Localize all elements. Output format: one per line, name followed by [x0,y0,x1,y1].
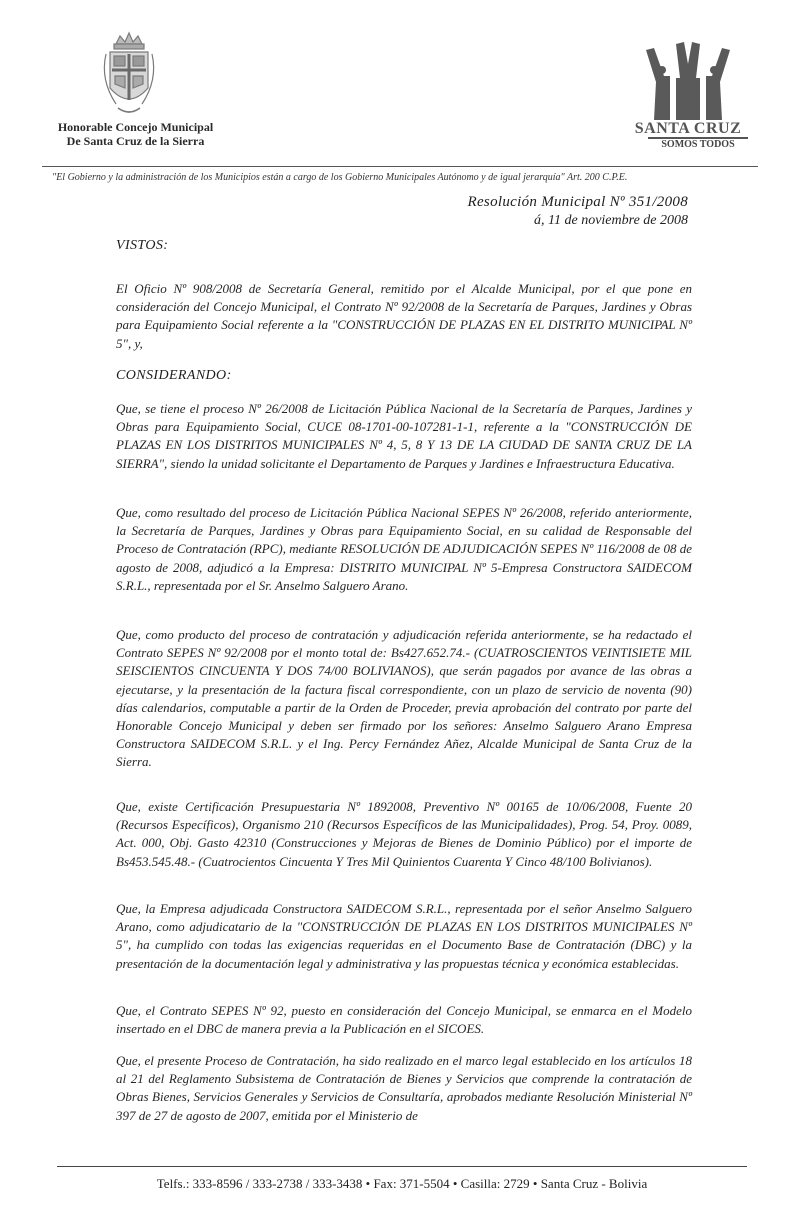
resolution-title: Resolución Municipal Nº 351/2008 [467,194,688,210]
header-divider [42,166,758,167]
considerando-paragraph: Que, se tiene el proceso Nº 26/2008 de Licitación Pública Nacional de la Secretaría de Parques, Jardines y Obras para Equipamiento Social, CUCE 08-1701-00-107281-1-1, referente a la "CONSTRUCCIÓN DE PLAZAS EN LOS DISTRITOS MUNICIPALES Nº 4, 5, 8 Y 13 DE LA CIUDAD DE SANTA CRUZ DE LA SIERRA", siendo la unidad solicitante el Departamento de Parques y Jardines e Infraestructura Educativa. [116,401,692,471]
considerando-paragraph: Que, el Contrato SEPES Nº 92, puesto en consideración del Concejo Municipal, se enmarca en el Modelo insertado en el DBC de manera previa a la Publicación en el SICOES. [116,1003,692,1037]
vistos-paragraph: El Oficio Nº 908/2008 de Secretaría General, remitido por el Alcalde Municipal, por el que pone en consideración del Concejo Municipal, el Contrato Nº 92/2008 de la Secretaría de Parques, Jardines y Obras para Equipamiento Social referente a la "CONSTRUCCIÓN DE PLAZAS EN EL DISTRITO MUNICIPAL Nº 5", y, [116,281,692,351]
constitution-quote: "El Gobierno y la administración de los Municipios están a cargo de los Gobierno Municipales Autónomo y de igual jerarquía" Art. 200 C.P.E. [52,172,628,183]
council-name [48,120,223,148]
considerando-paragraph: Que, como resultado del proceso de Licitación Pública Nacional SEPES Nº 26/2008, referido anteriormente, la Secretaría de Parques, Jardines y Obras para Equipamiento Social, en su calidad de Responsable del Proceso de Contratación (RPC), mediante RESOLUCIÓN DE ADJUDICACIÓN SEPES Nº 116/2008 de 08 de agosto de 2008, adjudicó a la Empresa: DISTRITO MUNICIPAL Nº 5-Empresa Constructora SAIDECOM S.R.L., representada por el Sr. Anselmo Salguero Arano. [116,505,692,593]
logo-name: SANTA CRUZ [634,120,742,137]
people-figures-icon [640,42,736,120]
considerando-heading: CONSIDERANDO: [116,368,232,383]
santa-cruz-logo [628,42,748,148]
footer-contact: Telfs.: 333-8596 / 333-2738 / 333-3438 • Fax: 371-5504 • Casilla: 2729 • Santa Cruz - Bolivia [156,1176,648,1191]
considerando-paragraph: Que, como producto del proceso de contratación y adjudicación referida anteriormente, se ha redactado el Contrato SEPES Nº 92/2008 por el monto total de: Bs427.652.74.- (CUATROSCIENTOS VEINTISIETE MIL SEISCIENTOS CINCUENTA Y DOS 74/00 BOLIVIANOS), que serán pagados por avance de las obras a ejecutarse, y la presentación de la factura fiscal correspondiente, con un plazo de servicio de noventa (90) días calendarios, computable a partir de la Orden de Proceder, previa aprobación del contrato por parte del Honorable Concejo Municipal y deben ser firmado por los señores: Anselmo Salguero Arano Empresa Constructora SAIDECOM S.R.L. y el Ing. Percy Fernández Añez, Alcalde Municipal de Santa Cruz de la Sierra. [116,627,692,770]
considerando-paragraph: Que, existe Certificación Presupuestaria Nº 1892008, Preventivo Nº 00165 de 10/06/2008, Fuente 20 (Recursos Específicos), Organismo 210 (Recursos Específicos de las Municipalidades), Prog. 54, Proy. 0089, Act. 000, Obj. Gasto 42310 (Construcciones y Mejoras de Bienes de Dominio Público) por el importe de Bs453.545.48.- (Cuatrocientos Cincuenta Y Tres Mil Quinientos Cuarenta Y Cinco 48/100 Bolivianos). [116,799,692,869]
council-name-line1: Honorable Concejo Municipal [57,120,214,134]
considerando-paragraph: Que, la Empresa adjudicada Constructora SAIDECOM S.R.L., representada por el señor Anselmo Salguero Arano, como adjudicatario de la "CONSTRUCCIÓN DE PLAZAS EN LOS DISTRITOS MUNICIPALES Nº 5", ha cumplido con todas las exigencias requeridas en el Documento Base de Contratación (DBC) y la presentación de la documentación legal y administrativa y las propuestas técnica y económica establecidas. [116,901,692,971]
council-name-line2: De Santa Cruz de la Sierra [66,134,205,148]
vistos-heading: VISTOS: [116,238,169,253]
coat-of-arms-icon [98,30,160,120]
resolution-date: á, 11 de noviembre de 2008 [534,213,688,228]
logo-tagline: SOMOS TODOS [648,137,748,150]
footer-divider [57,1166,747,1167]
considerando-paragraph: Que, el presente Proceso de Contratación, ha sido realizado en el marco legal establecido en los artículos 18 al 21 del Reglamento Subsistema de Contratación de Bienes y Servicios que comprende la contratación de Obras Bienes, Servicios Generales y Servicios de Consultaría, aprobados mediante Resolución Ministerial Nº 397 de 27 de agosto de 2007, emitida por el Ministerio de [116,1053,692,1123]
